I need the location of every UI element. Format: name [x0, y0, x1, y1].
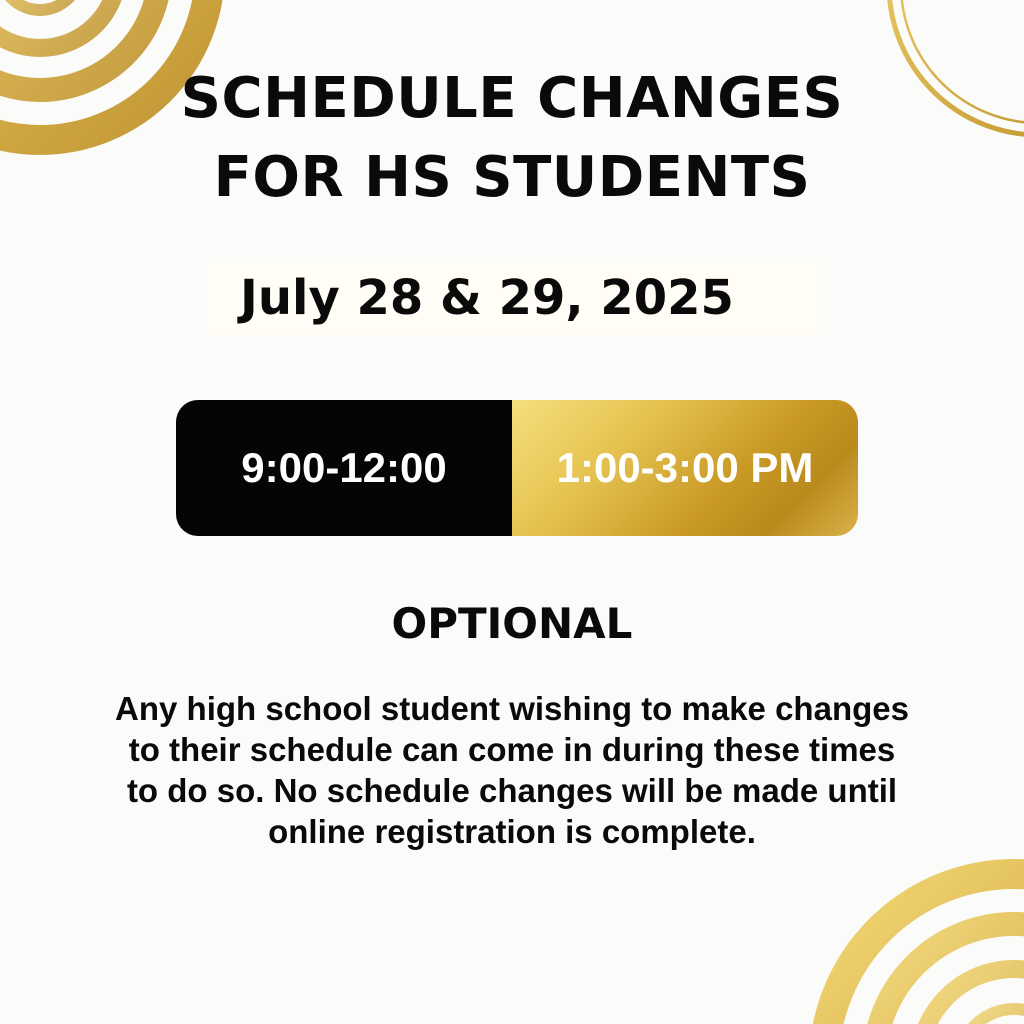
title-line-1: SCHEDULE CHANGES [180, 66, 844, 131]
gold-swirl-bottom-right-decoration [784, 844, 1024, 1024]
optional-label: OPTIONAL [391, 599, 633, 648]
event-date: July 28 & 29, 2025 [240, 270, 734, 326]
description-text [40, 688, 984, 852]
description-line: online registration is complete. [268, 813, 756, 850]
morning-time-slot: 9:00-12:00 [176, 400, 512, 536]
description-line: to do so. No schedule changes will be made until [126, 772, 898, 809]
description-line: Any high school student wishing to make changes [115, 690, 909, 727]
time-slots-bar [176, 400, 858, 536]
description-line: to their schedule can come in during these times [128, 731, 896, 768]
afternoon-time-slot: 1:00-3:00 PM [512, 400, 858, 536]
title-line-2: FOR HS STUDENTS [213, 145, 811, 210]
